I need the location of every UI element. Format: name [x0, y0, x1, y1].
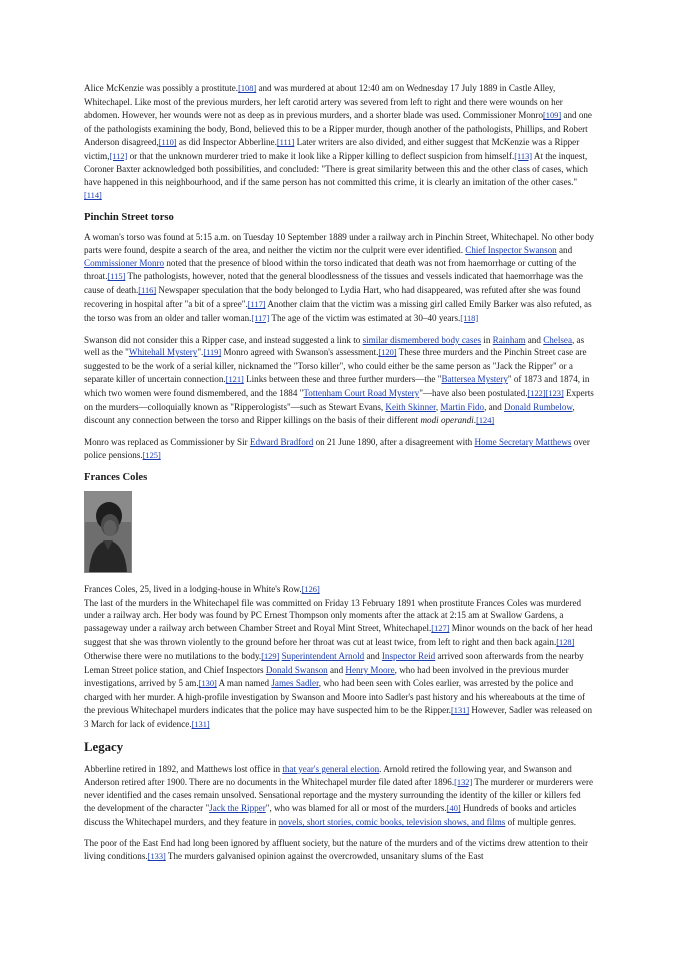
citation-118[interactable]: [118] — [460, 313, 479, 323]
link-general-election[interactable]: that year's general election — [282, 763, 380, 774]
citation-132[interactable]: [132] — [454, 777, 473, 787]
link-inspector-reid[interactable]: Inspector Reid — [381, 651, 436, 662]
citation-114[interactable]: [114] — [84, 191, 102, 201]
text-run: Experts on the murders—colloquially known as "Ripperologists"—such as Stewart Evans, — [84, 388, 594, 413]
link-keith-skinner[interactable]: Keith Skinner — [385, 402, 436, 413]
citation-119[interactable]: [119] — [203, 348, 222, 358]
citation-124[interactable]: [124] — [476, 415, 495, 425]
text-run: Otherwise there were no mutilations to the body. — [84, 651, 262, 662]
text-run: arrived soon afterwards from the nearby Leman Street police station, and Chief Inspectors — [84, 651, 584, 676]
text-run: A woman's torso was found at 5:15 a.m. on Tuesday 10 September 1889 under a railway arch in Pinchin Street, Whitechapel. No other body parts were found, despite a search of the area, and neither the victim nor the culprit were ever identified. — [84, 232, 594, 256]
text-run: Another claim that the victim was a missing girl called Emily Barker was also refuted, as the torso was from an older and taller woman. — [84, 298, 592, 323]
text-run: , discount any connection between the torso and Ripper killings on the basis of their different — [84, 402, 575, 425]
text-run: The last of the murders in the Whitechapel file was committed on Friday 13 February 1891 when prostitute Frances Coles was murdered under a railway arch. Her body was found by PC Ernest Thompson only moments after the attack at 2:15 am at Swallow Gardens, a passageway under a railway arch between Chamber Street and Royal Mint Street, Whitechapel. — [84, 597, 582, 634]
citation-133[interactable]: [133] — [147, 852, 166, 862]
text-run: The pathologists, however, noted that the general bloodlessness of the tissues and vessels indicated that haemorrhage was the cause of death. — [84, 270, 583, 295]
citation-130[interactable]: [130] — [198, 679, 217, 688]
text-run: A man named — [216, 678, 272, 688]
link-superintendent-arnold[interactable]: Superintendent Arnold — [281, 651, 365, 662]
text-run: Minor wounds on the back of her head suggest that she was thrown violently to the ground before her throat was cut at least twice, from left to right and then back again. — [84, 623, 593, 648]
section-heading-coles: Frances Coles — [84, 471, 148, 483]
text-run: over police pensions. — [84, 436, 590, 460]
citation-109[interactable]: [109] — [543, 110, 562, 120]
text-run: and — [364, 651, 382, 662]
citation-127[interactable]: [127] — [431, 624, 450, 634]
portrait-figure-icon — [85, 492, 131, 572]
citation-116[interactable]: [116] — [138, 285, 157, 295]
text-run: as did Inspector Abberline. — [176, 136, 277, 147]
link-rainham[interactable]: Rainham — [492, 334, 526, 345]
text-run: and was murdered at about 12:40 am on Wednesday 17 July 1889 in Castle Alley, Whitechapel. Like most of the previous murders, her left carotid artery was severed from left to right and there were wounds on her abdomen. However, her wounds were not as deep as in previous murders, and a shorter blade was used. Commissioner Monro — [84, 83, 563, 120]
citation-126[interactable]: [126] — [301, 584, 320, 594]
section-heading-pinchin: Pinchin Street torso — [84, 212, 174, 224]
citation-117[interactable]: [117] — [251, 313, 270, 323]
text-run: ", who was blamed for all or most of the murders. — [265, 803, 447, 814]
citation-110[interactable]: [110] — [158, 137, 177, 147]
text-run: At the inquest, Coroner Baxter acknowledged both possibilities, and concluded: "There is great similarity between this and the other class of cases, which have happened in this neighbourhood, and if the same person has not committed this crime, it is clearly an imitation of the other cases." — [84, 150, 588, 188]
citation-112[interactable]: [112] — [109, 151, 128, 161]
link-home-secretary-matthews[interactable]: Home Secretary Matthews — [474, 436, 572, 447]
text-run: Later writers are also divided, and either suggest that McKenzie was a Ripper victim, — [84, 136, 580, 161]
text-run: Hundreds of books and articles discuss the Whitechapel murders, and they feature in — [84, 803, 577, 828]
text-run: Frances Coles, 25, lived in a lodging-house in White's Row. — [84, 583, 302, 594]
pinchin-paragraph-2 — [84, 334, 594, 428]
citation-113[interactable]: [113] — [514, 151, 533, 161]
citation-123[interactable]: [123] — [545, 389, 564, 399]
text-run: ". — [197, 347, 204, 358]
citation-122[interactable]: [122] — [527, 389, 546, 399]
text-run: , — [435, 402, 441, 413]
link-henry-moore[interactable]: Henry Moore — [345, 665, 395, 676]
text-run: , who had been seen with Coles earlier, was arrested by the police and charged with her murder. A high-profile investigation by Swanson and Moore into Sadler's past history and his whereabouts at the time of the previous Whitechapel murders indicates that the police may have suspected him to be the Ripper. — [84, 678, 586, 715]
link-commissioner-monro[interactable]: Commissioner Monro — [84, 257, 165, 268]
italic-text: modi operandi — [420, 414, 474, 425]
link-similar-dismembered-body-cases[interactable]: similar dismembered body cases — [362, 334, 482, 345]
citation-131[interactable]: [131] — [451, 705, 470, 715]
text-run: Links between these and three further murders—the " — [243, 374, 442, 385]
pinchin-paragraph-1 — [84, 231, 594, 325]
text-run: . — [473, 414, 477, 425]
text-run: " of 1873 and 1874, in which two women were found dismembered, and the 1884 " — [84, 374, 590, 399]
link-whitehall-mystery[interactable]: Whitehall Mystery — [128, 347, 198, 358]
portrait-caption — [84, 583, 594, 597]
text-run: . Arnold retired the following year, and Swanson and Anderson retired after 1900. There are no documents in the Whitechapel murder file dated after 1896. — [84, 763, 572, 787]
text-run: Abberline retired in 1892, and Matthews lost office in — [84, 763, 283, 774]
section-heading-legacy: Legacy — [84, 739, 124, 754]
text-run: Monro was replaced as Commissioner by Sir — [84, 436, 250, 447]
citation-115[interactable]: [115] — [107, 271, 126, 281]
text-run: and one of the pathologists examining the body, Bond, believed this to be a Ripper murder, though another of the pathologists, Phillips, and Robert Anderson disagreed, — [84, 109, 592, 147]
text-run: and — [525, 334, 544, 345]
citation-131[interactable]: [131] — [191, 719, 210, 729]
link-media-genres[interactable]: novels, short stories, comic books, television shows, and films — [278, 817, 506, 828]
link-chelsea[interactable]: Chelsea — [543, 334, 572, 345]
text-run: Alice McKenzie was possibly a prostitute. — [84, 83, 239, 93]
link-chief-inspector-swanson[interactable]: Chief Inspector Swanson — [465, 245, 557, 256]
link-james-sadler[interactable]: James Sadler — [271, 678, 319, 688]
text-run: noted that the presence of blood within the torso indicated that death was not from haemorrhage or cutting of the throat. — [84, 257, 577, 281]
link-donald-rumbelow[interactable]: Donald Rumbelow — [504, 402, 573, 413]
text-run: and — [556, 245, 573, 256]
link-jack-the-ripper[interactable]: Jack the Ripper — [209, 803, 266, 814]
coles-paragraph-1 — [84, 597, 594, 732]
citation-125[interactable]: [125] — [142, 450, 161, 460]
legacy-paragraph-1 — [84, 763, 594, 830]
legacy-paragraph-2 — [84, 837, 594, 864]
link-donald-swanson[interactable]: Donald Swanson — [265, 665, 328, 676]
mckenzie-paragraph — [84, 82, 594, 203]
text-run: of multiple genres. — [505, 817, 577, 828]
link-martin-fido[interactable]: Martin Fido — [440, 402, 485, 413]
citation-129[interactable]: [129] — [261, 652, 280, 662]
text-run: The age of the victim was estimated at 30–40 years. — [269, 312, 461, 323]
text-run: Monro agreed with Swanson's assessment. — [221, 347, 379, 358]
citation-120[interactable]: [120] — [378, 348, 397, 358]
text-run: These three murders and the Pinchin Street case are suggested to be the work of a serial killer, nicknamed the "Torso killer", who could either be the same person as "Jack the Ripper" or a separate killer of uncertain connection. — [84, 347, 587, 385]
citation-40[interactable]: [40] — [446, 804, 461, 814]
pinchin-paragraph-3 — [84, 436, 594, 463]
text-run: However, Sadler was released on 3 March for lack of evidence. — [84, 704, 593, 729]
text-run: Newspaper speculation that the body belonged to Lydia Hart, who had disappeared, was refuted after she was found recovering in hospital after "a bit of a spree". — [84, 284, 581, 309]
text-run: "—have also been postulated. — [419, 388, 528, 399]
text-run: and — [327, 665, 346, 676]
text-run: The poor of the East End had long been ignored by affluent society, but the nature of the murders and of the victims drew attention to their living conditions. — [84, 838, 589, 862]
citation-128[interactable]: [128] — [556, 638, 575, 648]
text-run: The murders galvanised opinion against the overcrowded, unsanitary slums of the East — [165, 851, 484, 862]
text-run: Swanson did not consider this a Ripper case, and instead suggested a link to — [84, 334, 363, 345]
text-run: The murderer or murderers were never identified and the cases remain unsolved. Sensational reportage and the mystery surrounding the identity of the killer or killers fed the development of the character " — [84, 776, 594, 814]
link-battersea-mystery[interactable]: Battersea Mystery — [441, 374, 508, 385]
link-edward-bradford[interactable]: Edward Bradford — [249, 436, 314, 447]
link-tottenham-court-road-mystery[interactable]: Tottenham Court Road Mystery — [303, 388, 420, 399]
text-run: , who had been involved in the previous murder investigations, arrived by 5 am. — [84, 665, 569, 688]
citation-108[interactable]: [108] — [238, 84, 257, 93]
citation-121[interactable]: [121] — [225, 375, 244, 385]
citation-117[interactable]: [117] — [247, 299, 266, 309]
text-run: , as well as the " — [84, 334, 585, 358]
text-run: , and — [484, 402, 505, 413]
text-run: on 21 June 1890, after a disagreement with — [313, 436, 475, 447]
text-run: or that the unknown murderer tried to make it look like a Ripper killing to deflect suspicion from himself. — [127, 150, 515, 161]
portrait-photo-icon[interactable] — [84, 491, 132, 573]
citation-111[interactable]: [111] — [276, 137, 295, 147]
text-run: in — [481, 334, 493, 345]
